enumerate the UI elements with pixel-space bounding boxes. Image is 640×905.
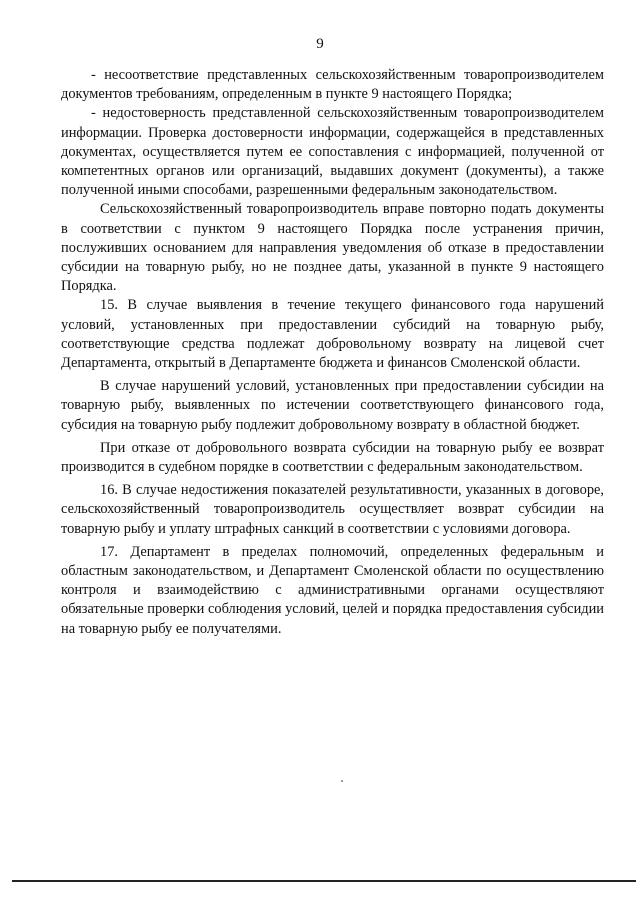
- paragraph-resubmission: Сельскохозяйственный товаропроизводитель вправе повторно подать документы в соответствии с пунктом 9 настоящего Порядка после устранения причин, послуживших основанием для направления уведомления об отказе в предоставлении субсидии на товарную рыбу, но не позднее даты, указанной в пункте 9 настоящего Порядка.: [61, 201, 604, 295]
- paragraph-item-16: 16. В случае недостижения показателей результативности, указанных в договоре, сельскохозяйственный товаропроизводитель осуществляет возврат субсидии на товарную рыбу и уплату штрафных санкций в соответствии с условиями договора.: [61, 482, 604, 537]
- paragraph-list-item-2: - недостоверность представленной сельскохозяйственным товаропроизводителем информации. Проверка достоверности информации, содержащейся в представленных документах, осуществляется путем ее сопоставления с информацией, полученной от компетентных органов или организаций, выдавших документ (документы), а также полученной иными способами, разрешенными федеральным законодательством.: [61, 105, 604, 199]
- paragraph-refusal-return: При отказе от добровольного возврата субсидии на товарную рыбу ее возврат производится в судебном порядке в соответствии с федеральным законодательством.: [61, 439, 604, 476]
- scan-speck: [341, 780, 343, 782]
- paragraph-item-15: 15. В случае выявления в течение текущего финансового года нарушений условий, установленных при предоставлении субсидий на товарную рыбу, соответствующие средства подлежат добровольному возврату на лицевой счет Департамента, открытый в Департаменте бюджета и финансов Смоленской области.: [61, 297, 604, 372]
- paragraph-list-item-1: - несоответствие представленных сельскохозяйственным товаропроизводителем документов требованиям, определенным в пункте 9 настоящего Порядка;: [61, 67, 604, 103]
- document-body: [61, 66, 604, 639]
- page-number: 9: [316, 36, 324, 52]
- footer-rule: [12, 880, 636, 882]
- paragraph-violation-after-year: В случае нарушений условий, установленных при предоставлении субсидии на товарную рыбу, выявленных по истечении соответствующего финансового года, субсидия на товарную рыбу подлежит добровольному возврату в областной бюджет.: [61, 378, 604, 433]
- paragraph-item-17: 17. Департамент в пределах полномочий, определенных федеральным и областным законодательством, и Департамент Смоленской области по осуществлению контроля и взаимодействию с административными органами осуществляют обязательные проверки соблюдения условий, целей и порядка предоставления субсидии на товарную рыбу ее получателями.: [61, 543, 604, 637]
